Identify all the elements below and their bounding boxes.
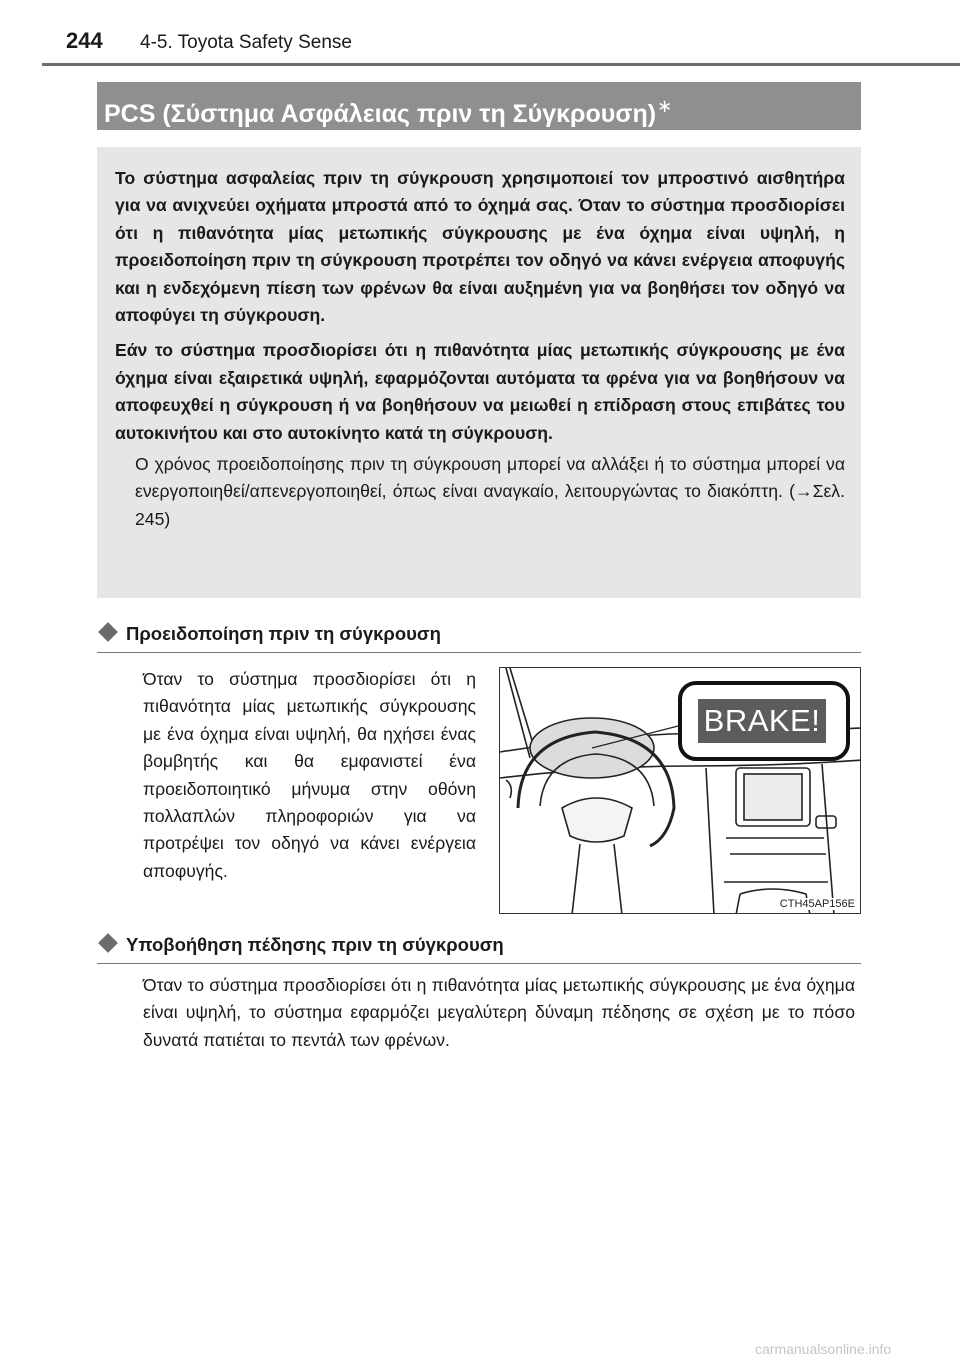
section-label: 4-5. Toyota Safety Sense [140, 32, 352, 53]
steering-wheel-hub [562, 798, 632, 842]
steering-column [572, 844, 622, 914]
title-bar [97, 82, 861, 130]
diamond-bullet-icon [98, 933, 118, 953]
side-vent-left [506, 780, 511, 798]
section-heading-text: Υποβοήθηση πέδησης πριν τη σύγκρουση [126, 934, 504, 955]
section-heading-warning [97, 619, 861, 653]
brake-assist-description: Όταν το σύστημα προσδιορίσει ότι η πιθανότητα μίας μετωπικής σύγκρουσης με ένα όχημα είναι υψηλή, το σύστημα εφαρμόζει μεγαλύτερη δύναμη πέδησης σε σχέση με το πόσο δυνατά πατιέται το πεντάλ των φρένων. [143, 975, 855, 1050]
summary-paragraph: Το σύστημα ασφαλείας πριν τη σύγκρουση χρησιμοποιεί τον μπροστινό αισθητήρα για να ανιχνεύει οχήματα μπροστά από το όχημά σας. Όταν το σύστημα προσδιορίσει ότι η πιθανότητα μίας μετωπικής σύγκρουσης με ένα όχημα είναι υψηλή, η προειδοποίηση πριν τη σύγκρουση προτρέπει τον οδηγό να κάνει ενέργεια αποφυγής και η ενδεχόμενη πίεση των φρένων θα είναι αυξημένη για να βοηθήσει τον οδηγό να αποφύγει τη σύγκρουση. [115, 168, 845, 326]
title-footnote-mark: ∗ [657, 96, 673, 116]
page-number: 244 [66, 28, 103, 53]
page-title: PCS (Σύστημα Ασφάλειας πριν τη Σύγκρουση) [104, 100, 657, 128]
figure-code: CTH45AP156E [779, 898, 855, 910]
warning-description: Όταν το σύστημα προσδιορίσει ότι η πιθανότητα μίας μετωπικής σύγκρουσης με ένα όχημα είναι υψηλή, θα ηχήσει ένας βομβητής και θα εμφανιστεί ένα προειδοποιητικό μήνυμα στην οθόνη πολλαπλών πληροφοριών για να προτρέψει τον οδηγό να κάνει ενέργεια αποφυγής. [143, 669, 476, 881]
diamond-bullet-icon [98, 622, 118, 642]
watermark: carmanualsonline.info [755, 1341, 892, 1357]
header-rule [42, 63, 960, 66]
summary-paragraph: Εάν το σύστημα προσδιορίσει ότι η πιθανότητα μίας μετωπικής σύγκρουσης με ένα όχημα είναι εξαιρετικά υψηλή, εφαρμόζονται αυτόματα τα φρένα για να βοηθήσουν να αποφευχθεί η σύγκρουση ή να βοηθήσουν να μειωθεί η επίδραση στους επιβάτες του αυτοκινήτου και στο αυτοκίνητο κατά τη σύγκρουση. [115, 340, 845, 443]
brake-warning-message: BRAKE! [698, 699, 826, 743]
console-controls [724, 838, 828, 882]
summary-box [97, 147, 861, 598]
message-callout [678, 681, 850, 761]
summary-note: Ο χρόνος προειδοποίησης πριν τη σύγκρουση μπορεί να αλλάξει ή το σύστημα μπορεί να ενεργοποιηθεί/απενεργοποιηθεί, όπως είναι αναγκαίο, λειτουργώντας το διακόπτη. (→Σελ. 245) [135, 454, 845, 529]
display-screen [744, 774, 802, 820]
section-heading-text: Προειδοποίηση πριν τη σύγκρουση [126, 623, 441, 644]
dashboard-illustration [499, 667, 861, 914]
section-heading-brake-assist [97, 930, 861, 964]
